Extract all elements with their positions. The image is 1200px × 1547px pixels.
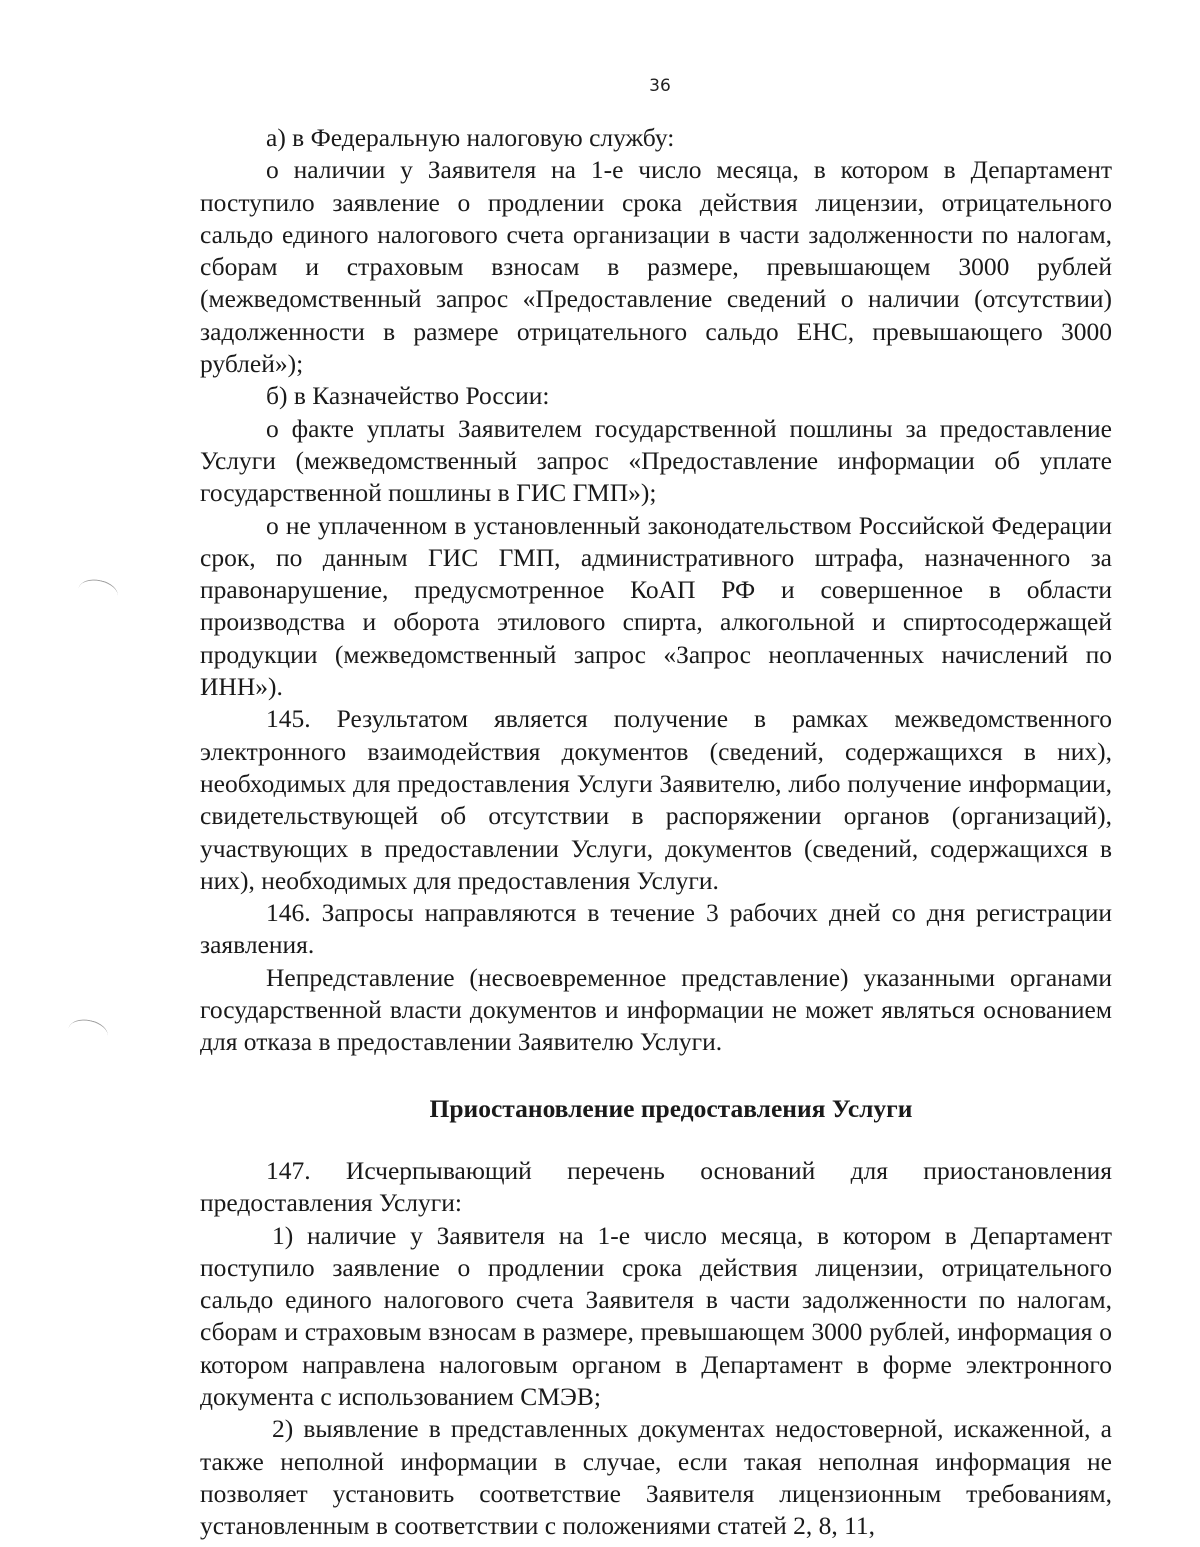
scan-artifact-mark xyxy=(66,1016,110,1049)
paragraph-section-b: б) в Казначейство России: xyxy=(266,381,550,411)
list-item-1: 1) наличие у Заявителя на 1-е число месяца, в котором в Департамент поступило заявление о продлении срока действия лицензии, отрицательного сальдо единого налогового счета Заявителя в части задолженности по налогам, сборам и страховым взносам в размере, превышающем 3000 рублей, информация о котором направлена налоговым органом в Департамент в форме электронного документа с использованием СМЭВ; xyxy=(200,1220,1112,1411)
paragraph-145: 145. Результатом является получение в рамках межведомственного электронного взаимодействия документов (сведений, содержащихся в них), необходимых для предоставления Услуги Заявителю, либо получение информации, свидетельствующей об отсутствии в распоряжении органов (организаций), участвующих в предоставлении Услуги, документов (сведений, содержащихся в них), необходимых для предоставления Услуги. xyxy=(200,704,1112,895)
paragraph-section-a: а) в Федеральную налоговую службу: xyxy=(266,123,675,152)
paragraph-unpaid-fine: о не уплаченном в установленный законодательством Российской Федерации срок, по данным ГИС ГМП, административного штрафа, назначенного за правонарушение, предусмотренное КоАП РФ и совершенное в области производства и оборота этилового спирта, алкогольной и спиртосодержащей продукции (межведомственный запрос «Запрос неоплаченных начислений по ИНН»). xyxy=(200,510,1112,702)
paragraph-non-submission: Непредставление (несвоевременное представление) указанными органами государственной власти документов и информации не может являться основанием для отказа в предоставлении Заявителю Услуги. xyxy=(200,962,1112,1057)
paragraph-147: 147. Исчерпывающий перечень оснований для приостановления предоставления Услуги: xyxy=(200,1155,1112,1218)
paragraph-fns-request: о наличии у Заявителя на 1-е число месяца, в котором в Департамент поступило заявление о продлении срока действия лицензии, отрицательного сальдо единого налогового счета организации в части задолженности по налогам, сборам и страховым взносам в размере, превышающем 3000 рублей (межведомственный запрос «Предоставление сведений о наличии (отсутствии) задолженности в размере отрицательного сальдо ЕНС, превышающего 3000 рублей»); xyxy=(200,155,1112,379)
section-heading: Приостановление предоставления Услуги xyxy=(429,1093,913,1123)
list-item-2: 2) выявление в представленных документах недостоверной, искаженной, а также неполной информации в случае, если такая неполная информация не позволяет установить соответствие Заявителя лицензионным требованиям, установленным в соответствии с положениями статей 2, 8, 11, xyxy=(200,1414,1112,1541)
page-number: 36 xyxy=(649,76,671,96)
paragraph-146: 146. Запросы направляются в течение 3 рабочих дней со дня регистрации заявления. xyxy=(200,898,1112,960)
paragraph-duty-payment: о факте уплаты Заявителем государственной пошлины за предоставление Услуги (межведомственный запрос «Предоставление информации об уплате государственной пошлины в ГИС ГМП»); xyxy=(200,413,1112,508)
scan-artifact-mark xyxy=(76,576,120,609)
document-body xyxy=(200,122,1112,1542)
